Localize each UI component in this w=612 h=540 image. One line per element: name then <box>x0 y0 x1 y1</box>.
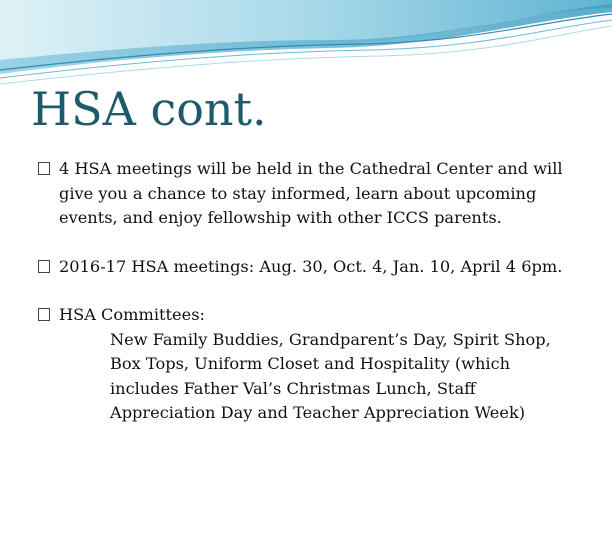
bullet-meeting-dates-text: 2016-17 HSA meetings: Aug. 30, Oct. 4, Jan. 10, April 4 6pm. <box>59 256 563 276</box>
slide-title: HSA cont. <box>31 82 267 136</box>
bullet-box-icon <box>38 308 50 321</box>
bullet-meetings-text: 4 HSA meetings will be held in the Cathedral Center and will give you a chance to stay informed, learn about upcoming events, and enjoy fellowship with other ICCS parents. <box>59 159 563 227</box>
bullet-box-icon <box>38 162 50 175</box>
bullet-meeting-dates <box>37 255 597 280</box>
bullet-box-icon <box>38 260 50 273</box>
bullet-committees <box>37 303 597 328</box>
slide-body <box>37 157 597 426</box>
bullet-committees-text: HSA Committees: <box>59 305 205 324</box>
bullet-meetings <box>37 157 597 231</box>
committees-list: New Family Buddies, Grandparent’s Day, Spirit Shop, Box Tops, Uniform Closet and Hospitality (which includes Father Val’s Christmas Lunch, Staff Appreciation Day and Teacher Appreciation Week) <box>110 329 551 422</box>
header-wave-decoration <box>0 0 612 90</box>
